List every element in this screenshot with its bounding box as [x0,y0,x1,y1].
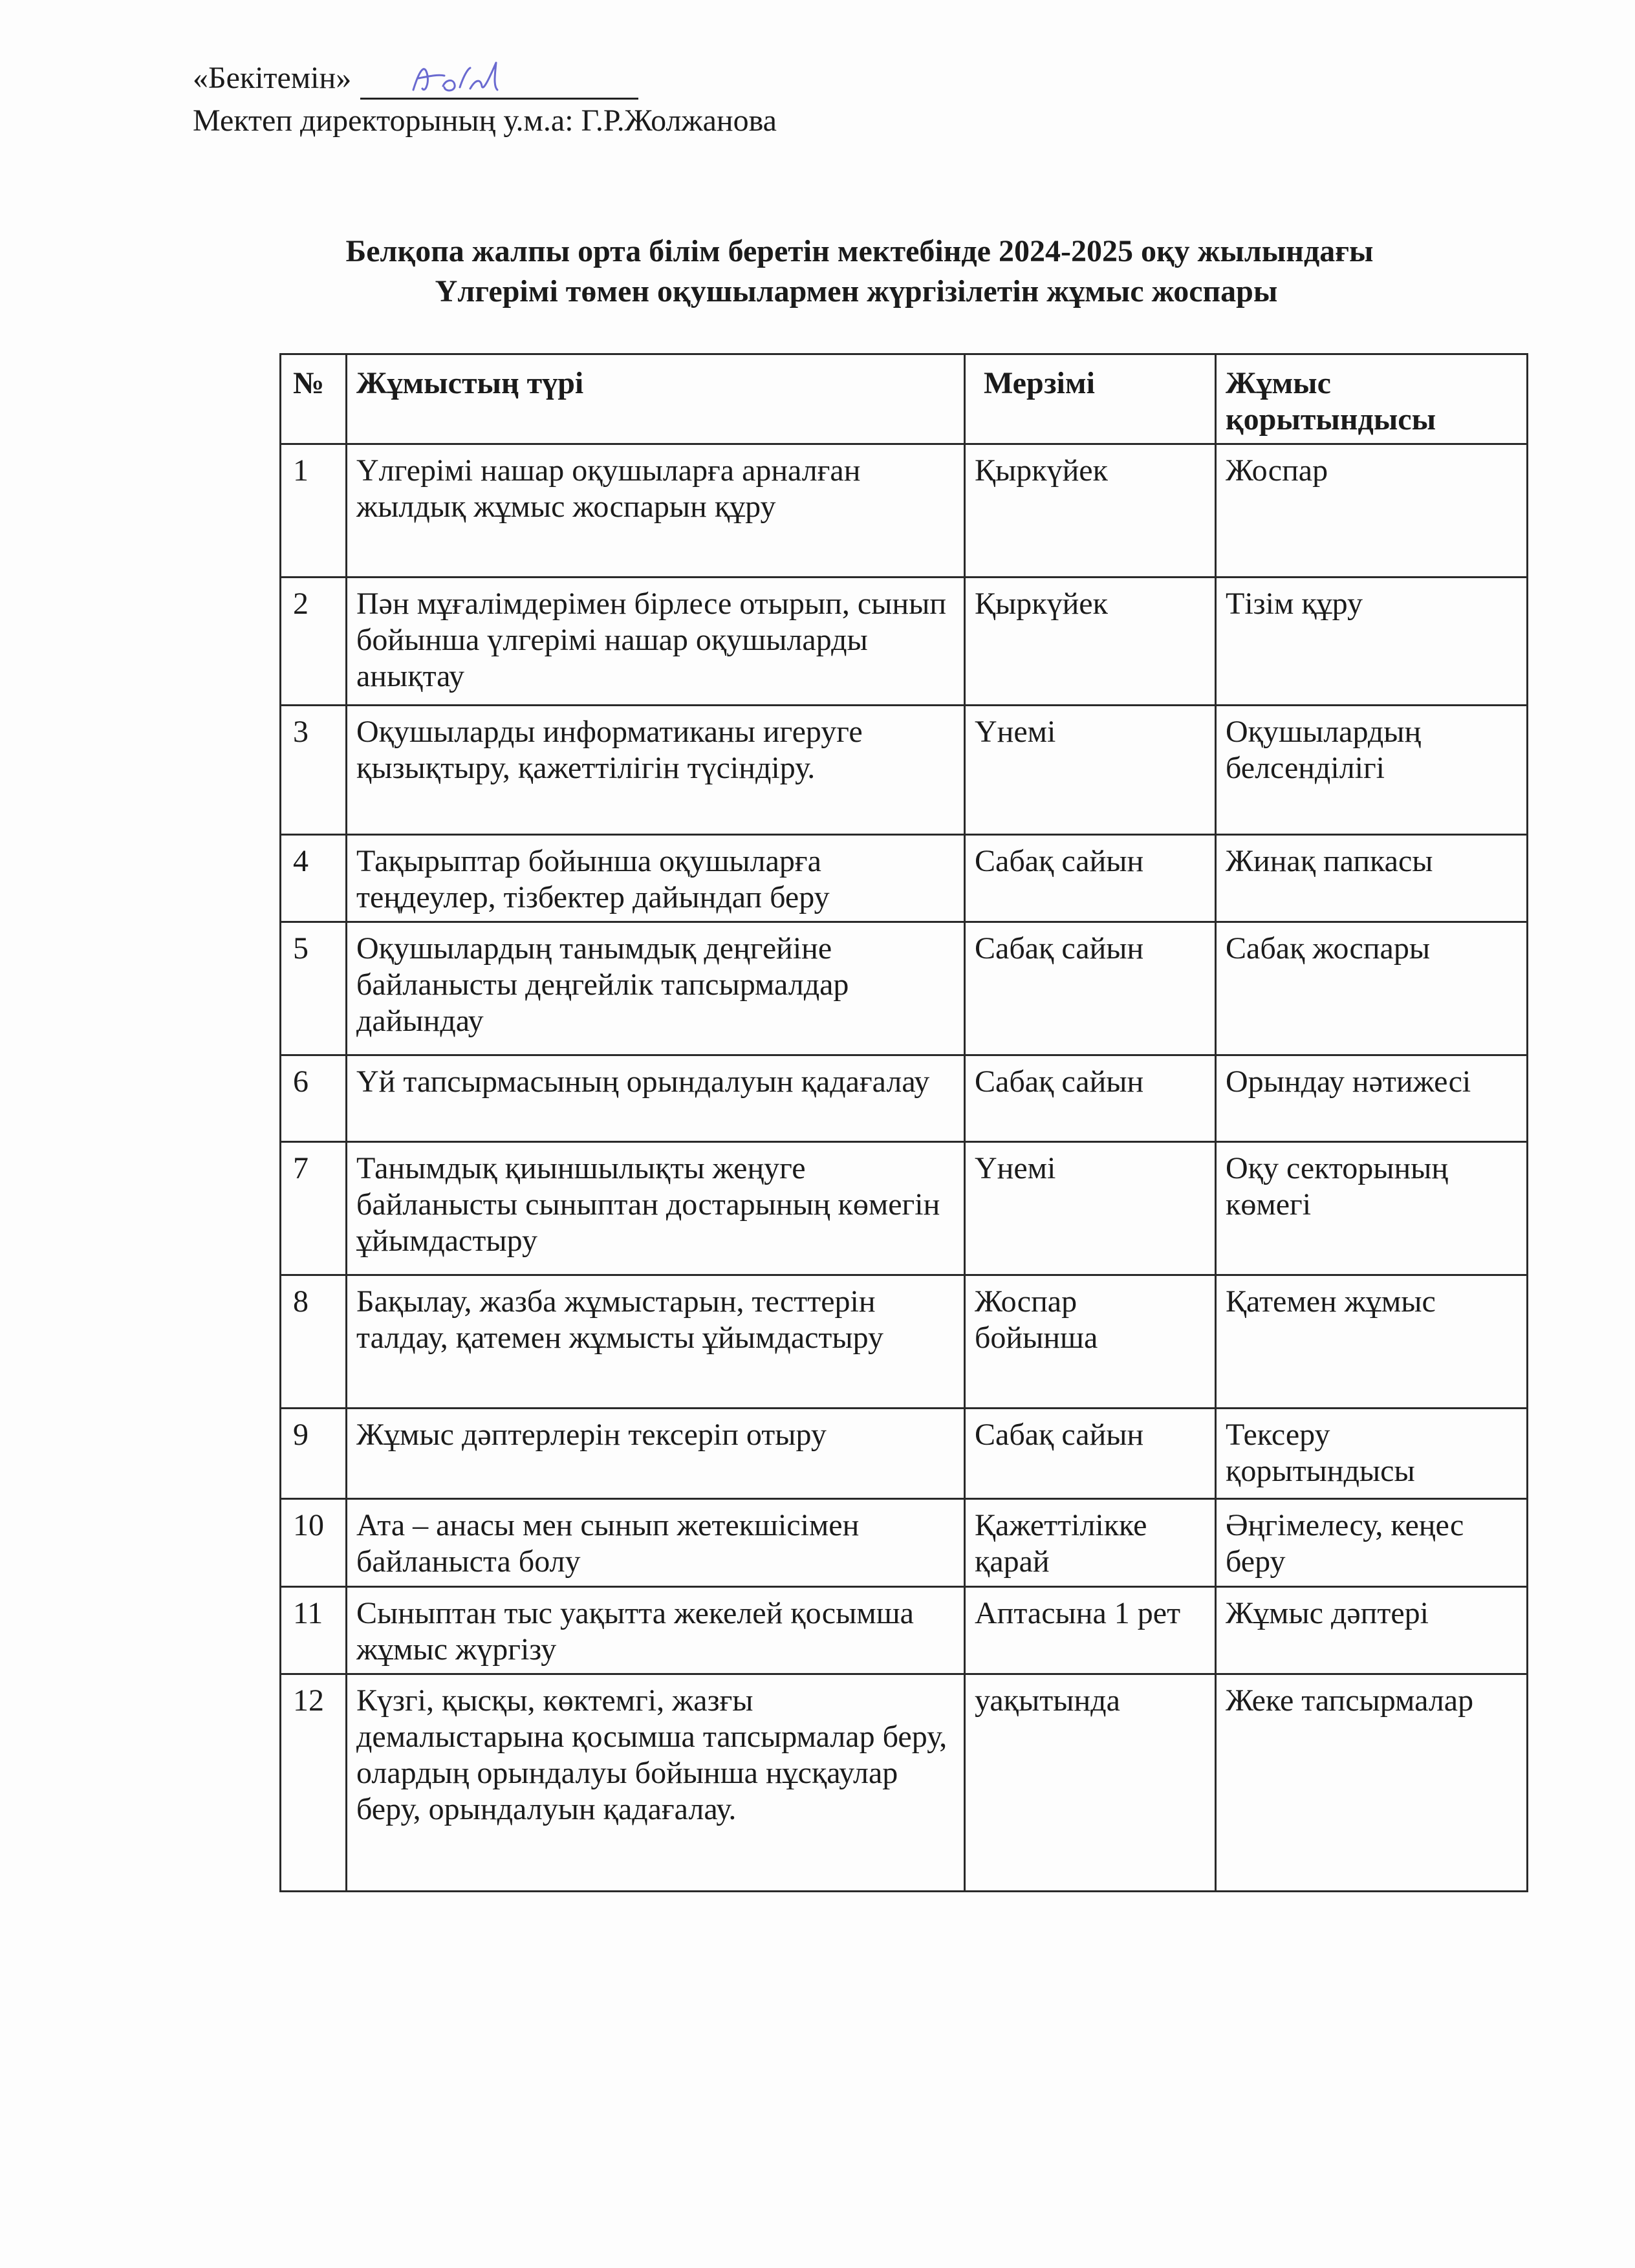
row-number: 6 [281,1055,347,1142]
row-term: Аптасына 1 рет [965,1587,1216,1674]
header-work-type: Жұмыстың түрі [347,354,965,444]
table-row [281,1142,1528,1275]
row-term: Қажеттілікке қарай [965,1499,1216,1587]
row-work-type: Оқушылардың танымдық деңгейіне байланысты деңгейлік тапсырмалдар дайындау [347,922,965,1055]
approval-line [193,57,777,100]
header-result: Жұмыс қорытындысы [1216,354,1528,444]
row-number: 11 [281,1587,347,1674]
director-signature [406,56,515,102]
row-result: Тексеру қорытындысы [1216,1409,1528,1499]
table-row [281,835,1528,922]
row-result: Әңгімелесу, кеңес беру [1216,1499,1528,1587]
table-row [281,444,1528,578]
row-term: Үнемі [965,1142,1216,1275]
row-work-type: Оқушыларды информатиканы игеруге қызықтыру, қажеттілігін түсіндіру. [347,706,965,835]
row-number: 1 [281,444,347,578]
header-number: № [281,354,347,444]
row-result: Оқушылардың белсенділігі [1216,706,1528,835]
table-row [281,1499,1528,1587]
row-number: 2 [281,578,347,706]
table-row [281,1587,1528,1674]
row-number: 10 [281,1499,347,1587]
row-result: Жинақ папкасы [1216,835,1528,922]
row-number: 12 [281,1674,347,1892]
row-number: 3 [281,706,347,835]
row-number: 4 [281,835,347,922]
row-term: Сабақ сайын [965,1055,1216,1142]
row-work-type: Пән мұғалімдерімен бірлесе отырып, сынып бойынша үлгерімі нашар оқушыларды анықтау [347,578,965,706]
approval-label: «Бекітемін» [193,61,352,95]
row-result: Жұмыс дәптері [1216,1587,1528,1674]
row-term: Сабақ сайын [965,1409,1216,1499]
row-term: Сабақ сайын [965,835,1216,922]
row-term: Жоспар бойынша [965,1275,1216,1409]
row-term: Сабақ сайын [965,922,1216,1055]
row-result: Жоспар [1216,444,1528,578]
row-term: Үнемі [965,706,1216,835]
row-work-type: Үлгерімі нашар оқушыларға арналған жылдық жұмыс жоспарын құру [347,444,965,578]
row-work-type: Сыныптан тыс уақытта жекелей қосымша жұмыс жүргізу [347,1587,965,1674]
document-title-line-1: Белқопа жалпы орта білім беретін мектебінде 2024-2025 оқу жылындағы [345,234,1374,268]
header-term: Мерзімі [965,354,1216,444]
row-number: 7 [281,1142,347,1275]
table-row [281,922,1528,1055]
signature-line [360,65,638,100]
table-row [281,578,1528,706]
row-result: Жеке тапсырмалар [1216,1674,1528,1892]
row-number: 8 [281,1275,347,1409]
row-result: Оқу секторының көмегі [1216,1142,1528,1275]
row-term: Қыркүйек [965,578,1216,706]
table-row [281,706,1528,835]
table-header-row [281,354,1528,444]
table-row [281,1275,1528,1409]
document-title-line-2: Үлгерімі төмен оқушылармен жүргізілетін жұмыс жоспары [435,274,1278,308]
row-number: 5 [281,922,347,1055]
row-term: Қыркүйек [965,444,1216,578]
row-work-type: Тақырыптар бойынша оқушыларға теңдеулер, тізбектер дайындап беру [347,835,965,922]
row-work-type: Танымдық қиыншылықты жеңуге байланысты сыныптан достарының көмегін ұйымдастыру [347,1142,965,1275]
row-result: Орындау нәтижесі [1216,1055,1528,1142]
work-plan-table [279,353,1528,1892]
row-work-type: Ата – анасы мен сынып жетекшісімен байланыста болу [347,1499,965,1587]
row-term: уақытында [965,1674,1216,1892]
approval-block [193,57,777,142]
row-work-type: Бақылау, жазба жұмыстарын, тесттерін талдау, қатемен жұмысты ұйымдастыру [347,1275,965,1409]
table-row [281,1055,1528,1142]
row-result: Қатемен жұмыс [1216,1275,1528,1409]
row-result: Тізім құру [1216,578,1528,706]
row-work-type: Үй тапсырмасының орындалуын қадағалау [347,1055,965,1142]
row-work-type: Күзгі, қысқы, көктемгі, жазғы демалыстарына қосымша тапсырмалар беру, олардың орындалуы бойынша нұсқаулар беру, орындалуын қадағалау. [347,1674,965,1892]
row-number: 9 [281,1409,347,1499]
table-row [281,1409,1528,1499]
row-result: Сабақ жоспары [1216,922,1528,1055]
director-line: Мектеп директорының у.м.а: Г.Р.Жолжанова [193,103,777,138]
table-row [281,1674,1528,1892]
row-work-type: Жұмыс дәптерлерін тексеріп отыру [347,1409,965,1499]
